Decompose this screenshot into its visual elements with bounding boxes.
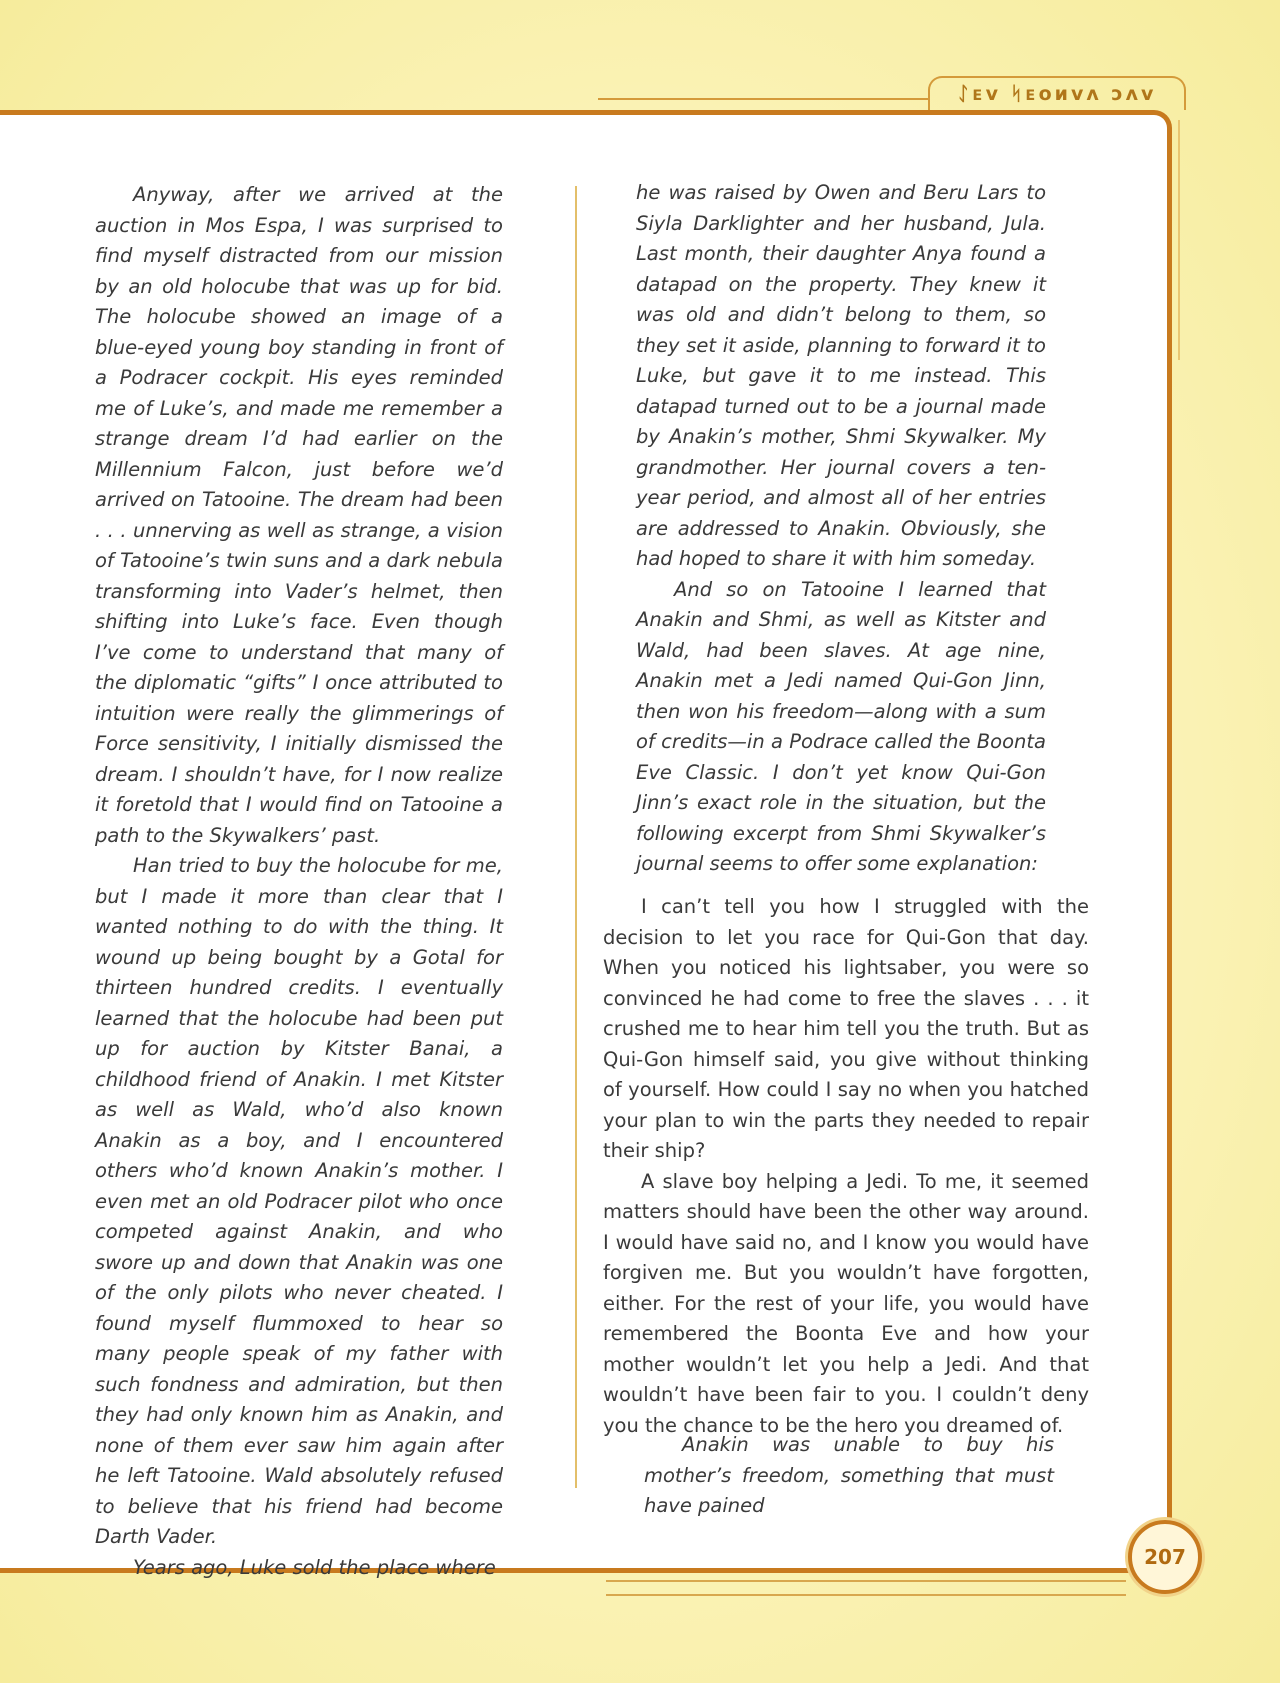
paragraph: he was raised by Owen and Beru Lars to Siyla Darklighter and her husband, Jula. Last month, their daughter Anya found a datapad on the property. They knew it was old and didn’t belong to them, so they set it aside, planning to forward it to Luke, but gave it to me instead. This datapad turned out to be a journal made by Anakin’s mother, Shmi Skywalker. My grandmother. Her journal covers a ten-year period, and almost all of her entries are addressed to Anakin. Obviously, she had hoped to share it with him someday. — [636, 181, 1046, 570]
right-column-bottom — [644, 1430, 1054, 1522]
paragraph: A slave boy helping a Jedi. To me, it seemed matters should have been the other way around. I would have said no, and I know you would have forgiven me. But you wouldn’t have forgotten, either. For the rest of your life, you would have remembered the Boonta Eve and how your mother wouldn’t let you help a Jedi. And that wouldn’t have been fair to you. I couldn’t deny you the chance to be the hero you dreamed of. — [603, 1169, 1089, 1437]
column-divider — [575, 186, 577, 1488]
paragraph: Han tried to buy the holocube for me, but I made it more than clear that I wanted nothing to do with the thing. It wound up being bought by a Gotal for thirteen hundred credits. I eventually learned that the holocube had been put up for auction by Kitster Banai, a childhood friend of Anakin. I met Kitster as well as Wald, who’d also known Anakin as a boy, and I encountered others who’d known Anakin’s mother. I even met an old Podracer pilot who once competed against Anakin, and who swore up and down that Anakin was one of the only pilots who never cheated. I found myself flummoxed to hear so many people speak of my father with such fondness and admiration, but then they had only known him as Anakin, and none of them ever saw him again after he left Tatooine. Wald absolutely refused to believe that his friend had become Darth Vader. — [95, 854, 503, 1548]
paragraph: Anakin was unable to buy his mother’s freedom, something that must have pained — [644, 1433, 1054, 1517]
page-number: 207 — [1128, 1520, 1202, 1594]
paragraph: Years ago, Luke sold the place where — [133, 1555, 496, 1579]
paragraph: I can’t tell you how I struggled with the decision to let you race for Qui-Gon that day. When you noticed his lightsaber, you were so convinced he had come to free the slaves . . . it crushed me to hear him tell you the truth. But as Qui-Gon himself said, you give without thinking of yourself. How could I say no when you hatched your plan to win the parts they needed to repair their ship? — [603, 895, 1089, 1162]
chapter-header-aurebesh: ᛇᴇᴠ ᛋᴇᴏᴎᴠᴧ ᴐᴧᴠ — [928, 76, 1186, 110]
journal-excerpt — [603, 892, 1089, 1441]
paragraph: Anyway, after we arrived at the auction in Mos Espa, I was surprised to find myself distracted from our mission by an old holocube that was up for bid. The holocube showed an image of a blue-eyed young boy standing in front of a Podracer cockpit. His eyes reminded me of Luke’s, and made me remember a strange dream I’d had earlier on the Millennium Falcon, just before we’d arrived on Tatooine. The dream had been . . . unnerving as well as strange, a vision of Tatooine’s twin suns and a dark nebula transforming into Vader’s helmet, then shifting into Luke’s face. Even though I’ve come to understand that many of the diplomatic “gifts” I once attributed to intuition were really the glimmerings of Force sensitivity, I initially dismissed the dream. I shouldn’t have, for I now realize it foretold that I would find on Tatooine a path to the Skywalkers’ past. — [95, 183, 503, 847]
paragraph: And so on Tatooine I learned that Anakin and Shmi, as well as Kitster and Wald, had been slaves. At age nine, Anakin met a Jedi named Qui-Gon Jinn, then won his freedom—along with a sum of credits—in a Podrace called the Boonta Eve Classic. I don’t yet know Qui-Gon Jinn’s exact role in the situation, but the following excerpt from Shmi Skywalker’s journal seems to offer some explanation: — [636, 577, 1046, 875]
footer-rules — [606, 1580, 1126, 1608]
right-column-top — [636, 178, 1046, 880]
left-column — [95, 180, 503, 1583]
header-rule — [598, 98, 928, 100]
side-rule — [1178, 120, 1180, 360]
